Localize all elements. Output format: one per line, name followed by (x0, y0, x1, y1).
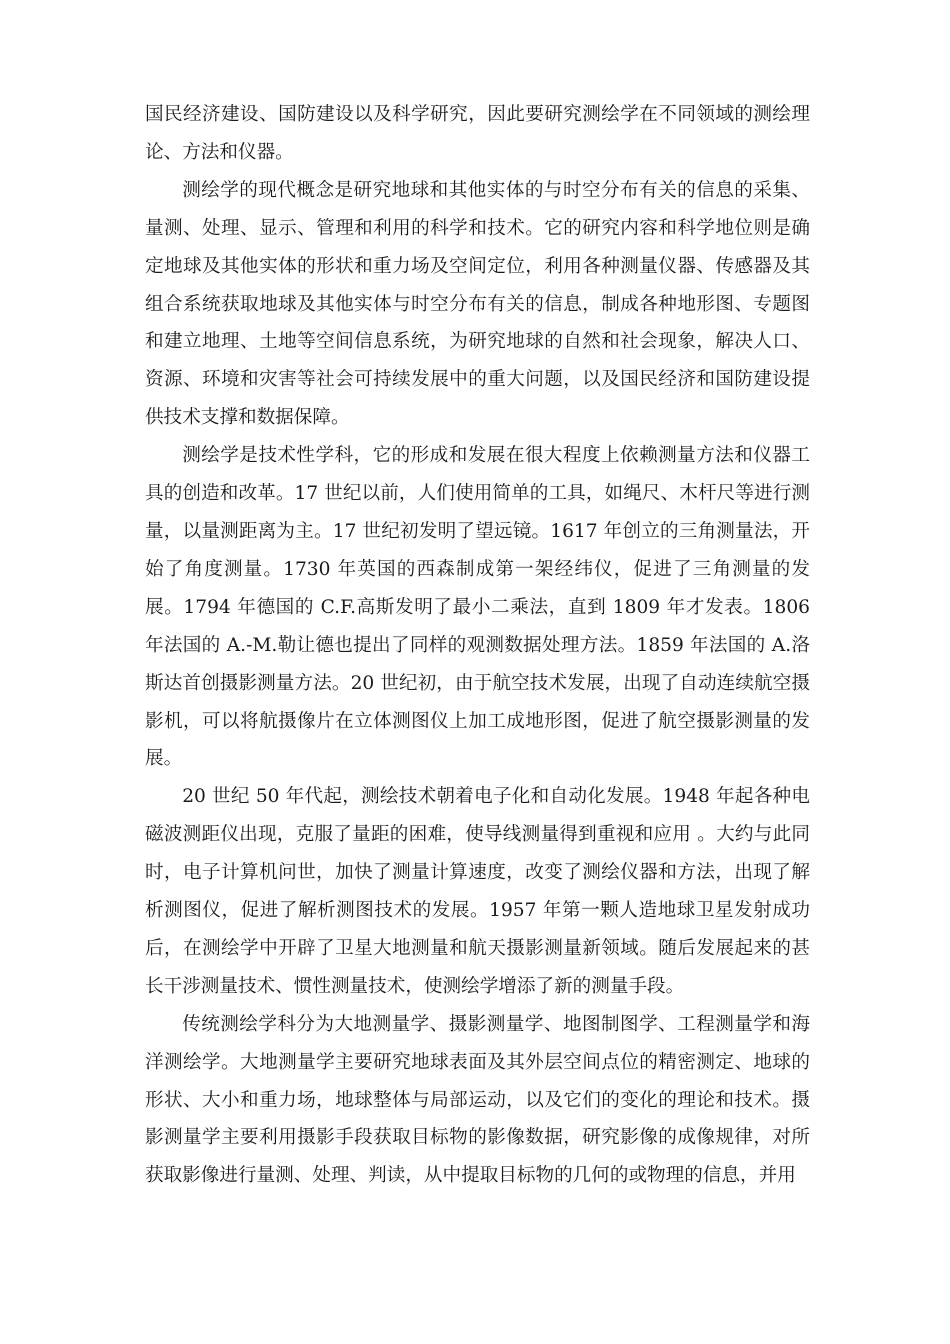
paragraph-5: 传统测绘学科分为大地测量学、摄影测量学、地图制图学、工程测量学和海洋测绘学。大地测量学主要研究地球表面及其外层空间点位的精密测定、地球的形状、大小和重力场，地球整体与局部运动，以及它们的变化的理论和技术。摄影测量学主要利用摄影手段获取目标物的影像数据，研究影像的成像规律，对所获取影像进行量测、处理、判读，从中提取目标物的几何的或物理的信息，并用 (145, 1013, 810, 1187)
paragraph-1: 国民经济建设、国防建设以及科学研究，因此要研究测绘学在不同领域的测绘理论、方法和仪器。 (145, 104, 810, 163)
paragraph-4: 20 世纪 50 年代起，测绘技术朝着电子化和自动化发展。1948 年起各种电磁波测距仪出现，克服了量距的困难，使导线测量得到重视和应用 。大约与此同时，电子计算机问世，加快了测量计算速度，改变了测绘仪器和方法，出现了解析测图仪，促进了解析测图技术的发展。1957 年第一颗人造地球卫星发射成功后，在测绘学中开辟了卫星大地测量和航天摄影测量新领域。随后发展起来的甚长干涉测量技术、惯性测量技术，使测绘学增添了新的测量手段。 (145, 786, 810, 997)
document-page (145, 96, 810, 1195)
paragraph-2: 测绘学的现代概念是研究地球和其他实体的与时空分布有关的信息的采集、量测、处理、显示、管理和利用的科学和技术。它的研究内容和科学地位则是确定地球及其他实体的形状和重力场及空间定位，利用各种测量仪器、传感器及其组合系统获取地球及其他实体与时空分布有关的信息，制成各种地形图、专题图和建立地理、土地等空间信息系统，为研究地球的自然和社会现象，解决人口、资源、环境和灾害等社会可持续发展中的重大问题，以及国民经济和国防建设提供技术支撑和数据保障。 (145, 179, 810, 429)
paragraph-3: 测绘学是技术性学科，它的形成和发展在很大程度上依赖测量方法和仪器工具的创造和改革。17 世纪以前，人们使用简单的工具，如绳尺、木杆尺等进行测量，以量测距离为主。17 世纪初发明了望远镜。1617 年创立的三角测量法，开始了角度测量。1730 年英国的西森制成第一架经纬仪，促进了三角测量的发展。1794 年德国的 C.F.高斯发明了最小二乘法，直到 1809 年才发表。1806 年法国的 A.-M.勒让德也提出了同样的观测数据处理方法。1859 年法国的 A.洛斯达首创摄影测量方法。20 世纪初，由于航空技术发展，出现了自动连续航空摄影机，可以将航摄像片在立体测图仪上加工成地形图，促进了航空摄影测量的发展。 (145, 445, 810, 770)
